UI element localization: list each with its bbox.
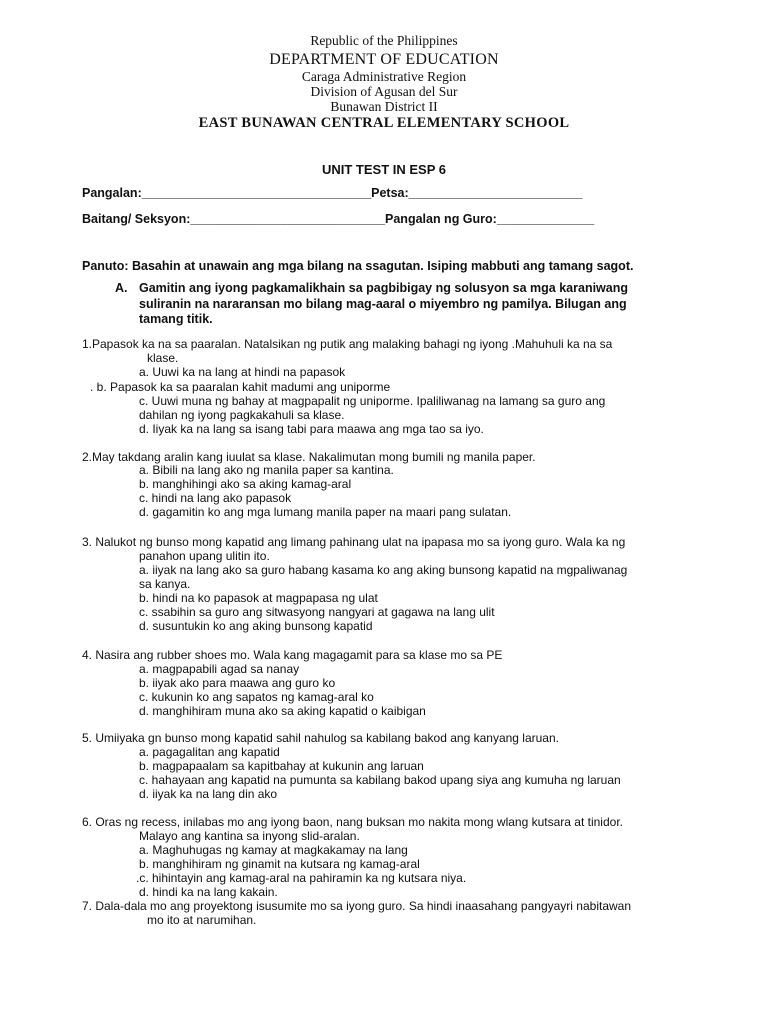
department-title: DEPARTMENT OF EDUCATION [269, 51, 499, 68]
choice-b[interactable]: b. manghihiram ng ginamit na kutsara ng kamag-aral [139, 857, 420, 871]
choice-c[interactable]: c. kukunin ko ang sapatos ng kamag-aral ko [139, 690, 374, 704]
choice-c[interactable]: c. hahayaan ang kapatid na pumunta sa kabilang bakod upang siya ang kumuha ng laruan [139, 773, 621, 787]
question-stem: klase. [147, 351, 179, 365]
choice-b[interactable]: b. manghihingi ako sa aking kamag-aral [139, 477, 352, 491]
choice-b[interactable]: . b. Papasok ka sa paaralan kahit madumi ang uniporme [90, 380, 391, 394]
choice-a[interactable]: a. magpapabili agad sa nanay [139, 662, 300, 676]
test-title: UNIT TEST IN ESP 6 [321, 162, 446, 177]
division-line: Division of Agusan del Sur [310, 84, 458, 99]
choice-c-cont: dahilan ng iyong pagkakahuli sa klase. [139, 408, 345, 422]
choice-a[interactable]: a. pagagalitan ang kapatid [139, 745, 280, 759]
instruction-text: Panuto: Basahin at unawain ang mga bilang na ssagutan. Isiping mabbuti ang tamang sagot. [82, 259, 634, 273]
choice-a[interactable]: a. Bibili na lang ako ng manila paper sa kantina. [139, 463, 394, 477]
section-directions: Gamitin ang iyong pagkamalikhain sa pagbibigay ng solusyon sa mga karaniwang suliranin na nararansan mo bilang mag-aaral o miyembro ng pamilya. Bilugan ang tamang titik. [139, 281, 629, 326]
choice-c[interactable]: c. ssabihin sa guro ang sitwasyong nangyari at gagawa na lang ulit [139, 605, 495, 619]
question-stem: 4. Nasira ang rubber shoes mo. Wala kang magagamit para sa klase mo sa PE [82, 648, 503, 662]
choice-d[interactable]: d. gagamitin ko ang mga lumang manila paper na maari pang sulatan. [139, 505, 512, 519]
choice-c[interactable]: c. hindi na lang ako papasok [139, 491, 292, 505]
region-line: Caraga Administrative Region [301, 69, 467, 84]
republic-line: Republic of the Philippines [310, 33, 458, 48]
name-date-field[interactable]: Pangalan:_________________________________Petsa:_________________________ [82, 186, 583, 200]
grade-teacher-field[interactable]: Baitang/ Seksyon:____________________________Pangalan ng Guro:______________ [82, 212, 595, 226]
choice-d[interactable]: d. manghihiram muna ako sa aking kapatid o kaibigan [139, 704, 426, 718]
section-letter: A. [115, 281, 128, 295]
choice-a[interactable]: a. iiyak na lang ako sa guro habang kasama ko ang aking bunsong kapatid na mgpaliwanag [139, 563, 628, 577]
question-stem: 2.May takdang aralin kang iuulat sa klase. Nakalimutan mong bumili ng manila paper. [82, 450, 536, 464]
question-stem: mo ito at narumihan. [147, 913, 257, 927]
question-stem: Malayo ang kantina sa inyong slid-aralan. [139, 829, 360, 843]
choice-b[interactable]: b. hindi na ko papasok at magpapasa ng ulat [139, 591, 378, 605]
choice-a[interactable]: a. Uuwi ka na lang at hindi na papasok [139, 365, 346, 379]
choice-b[interactable]: b. magpapaalam sa kapitbahay at kukunin ang laruan [139, 759, 424, 773]
question-stem: panahon upang ulitin ito. [139, 549, 270, 563]
choice-a-cont: sa kanya. [139, 577, 191, 591]
district-line: Bunawan District II [330, 99, 438, 114]
choice-b[interactable]: b. iiyak ako para maawa ang guro ko [139, 676, 336, 690]
question-stem: 6. Oras ng recess, inilabas mo ang iyong baon, nang buksan mo nakita mong wlang kutsara at tinidor. [82, 815, 623, 829]
choice-c[interactable]: c. Uuwi muna ng bahay at magpapalit ng uniporme. Ipaliliwanag na lamang sa guro ang [139, 394, 606, 408]
choice-d[interactable]: d. susuntukin ko ang aking bunsong kapatid [139, 619, 373, 633]
question-stem: 1.Papasok ka na sa paaralan. Natalsikan ng putik ang malaking bahagi ng iyong .Mahuhuli ka na sa [82, 337, 613, 351]
choice-d[interactable]: d. Iiyak ka na lang sa isang tabi para maawa ang mga tao sa iyo. [139, 422, 484, 436]
choice-c[interactable]: .c. hihintayin ang kamag-aral na pahiramin ka ng kutsara niya. [136, 871, 467, 885]
school-name: EAST BUNAWAN CENTRAL ELEMENTARY SCHOOL [198, 115, 570, 131]
question-stem: 3. Nalukot ng bunso mong kapatid ang limang pahinang ulat na ipapasa mo sa iyong guro. Wala ka ng [82, 535, 626, 549]
question-stem: 7. Dala-dala mo ang proyektong isusumite mo sa iyong guro. Sa hindi inaasahang pangyayri nabitawan [82, 899, 632, 913]
choice-d[interactable]: d. iiyak ka na lang din ako [139, 787, 278, 801]
question-stem: 5. Umiiyaka gn bunso mong kapatid sahil nahulog sa kabilang bakod ang kanyang laruan. [82, 731, 559, 745]
choice-d[interactable]: d. hindi ka na lang kakain. [139, 885, 278, 899]
choice-a[interactable]: a. Maghuhugas ng kamay at magkakamay na lang [139, 843, 408, 857]
